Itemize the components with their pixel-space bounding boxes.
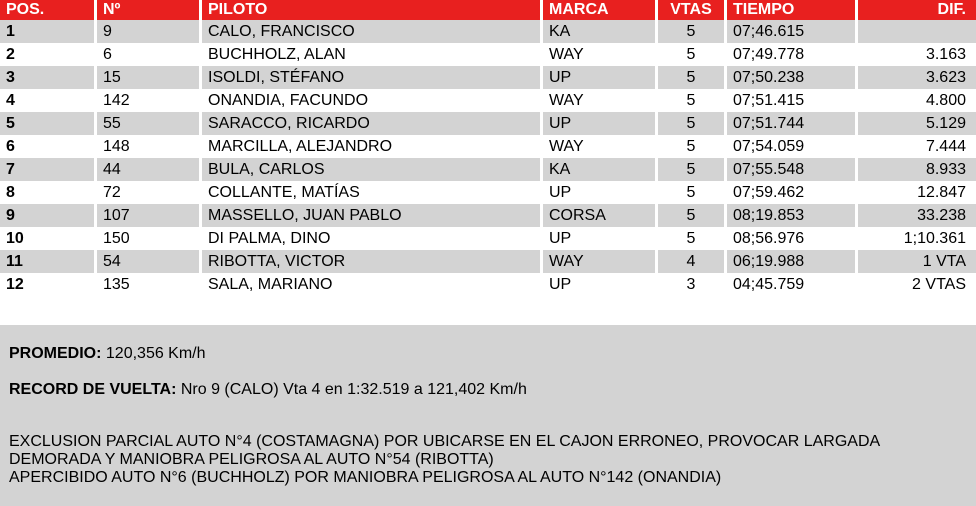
cell-marca: CORSA bbox=[543, 204, 658, 227]
table-row bbox=[0, 89, 976, 112]
cell-vtas: 5 bbox=[658, 20, 727, 43]
cell-dif: 12.847 bbox=[917, 184, 966, 201]
infraction-line: EXCLUSION PARCIAL AUTO N°4 (COSTAMAGNA) POR UBICARSE EN EL CAJON ERRONEO, PROVOCAR LARGADA bbox=[9, 433, 881, 450]
header-tiempo: TIEMPO bbox=[727, 0, 858, 20]
table-row bbox=[0, 181, 976, 204]
cell-marca: UP bbox=[543, 227, 658, 250]
cell-marca: WAY bbox=[543, 135, 658, 158]
cell-dif bbox=[858, 20, 976, 43]
cell-dif: 33.238 bbox=[858, 204, 976, 227]
cell-dif: 3.623 bbox=[858, 66, 976, 89]
cell-vtas: 3 bbox=[658, 273, 727, 296]
table-row bbox=[0, 66, 976, 89]
table-row bbox=[0, 158, 976, 181]
record-value: Nro 9 (CALO) Vta 4 en 1:32.519 a 121,402 Km/h bbox=[176, 381, 527, 398]
table-header-row bbox=[0, 0, 976, 20]
cell-dif: 5.129 bbox=[858, 112, 976, 135]
header-num: Nº bbox=[97, 0, 202, 20]
cell-tiempo: 04;45.759 bbox=[727, 273, 858, 296]
infractions-text bbox=[9, 433, 971, 487]
infraction-line: APERCIBIDO AUTO N°6 (BUCHHOLZ) POR MANIOBRA PELIGROSA AL AUTO N°142 (ONANDIA) bbox=[9, 469, 722, 486]
cell-num: 107 bbox=[97, 204, 202, 227]
cell-pos: 10 bbox=[0, 227, 97, 250]
cell-piloto: SALA, MARIANO bbox=[202, 273, 543, 296]
cell-pos: 1 bbox=[0, 20, 97, 43]
cell-num: 44 bbox=[97, 158, 202, 181]
cell-piloto: MASSELLO, JUAN PABLO bbox=[202, 204, 543, 227]
cell-dif: 2 VTAS bbox=[912, 276, 966, 293]
cell-dif: 7.444 bbox=[925, 138, 966, 155]
cell-pos: 11 bbox=[0, 250, 97, 273]
header-dif: DIF. bbox=[858, 0, 976, 20]
cell-vtas: 5 bbox=[658, 204, 727, 227]
record-label: RECORD DE VUELTA: bbox=[9, 381, 177, 398]
header-vtas: VTAS bbox=[658, 0, 727, 20]
cell-piloto: RIBOTTA, VICTOR bbox=[202, 250, 543, 273]
table-row bbox=[0, 227, 976, 250]
cell-marca: KA bbox=[543, 20, 658, 43]
cell-marca: UP bbox=[543, 66, 658, 89]
cell-vtas: 5 bbox=[658, 227, 727, 250]
cell-piloto: CALO, FRANCISCO bbox=[202, 20, 543, 43]
cell-piloto: ONANDIA, FACUNDO bbox=[202, 89, 543, 112]
cell-marca: KA bbox=[543, 158, 658, 181]
cell-pos: 8 bbox=[0, 181, 97, 204]
table-row bbox=[0, 135, 976, 158]
table-row bbox=[0, 20, 976, 43]
cell-tiempo: 07;59.462 bbox=[727, 181, 858, 204]
cell-marca: UP bbox=[543, 112, 658, 135]
cell-piloto: COLLANTE, MATÍAS bbox=[202, 181, 543, 204]
cell-num: 72 bbox=[97, 181, 202, 204]
cell-pos: 4 bbox=[0, 89, 97, 112]
cell-num: 15 bbox=[97, 66, 202, 89]
cell-pos: 5 bbox=[0, 112, 97, 135]
cell-tiempo: 08;56.976 bbox=[727, 227, 858, 250]
table-row bbox=[0, 273, 976, 296]
cell-dif: 8.933 bbox=[858, 158, 976, 181]
cell-piloto: BUCHHOLZ, ALAN bbox=[202, 43, 543, 66]
record-line bbox=[9, 381, 527, 399]
cell-tiempo: 07;51.744 bbox=[727, 112, 858, 135]
cell-vtas: 5 bbox=[658, 112, 727, 135]
promedio-line bbox=[9, 345, 206, 363]
cell-tiempo: 07;55.548 bbox=[727, 158, 858, 181]
header-pos: POS. bbox=[0, 0, 97, 20]
header-marca: MARCA bbox=[543, 0, 658, 20]
cell-dif: 1 VTA bbox=[858, 250, 976, 273]
cell-tiempo: 07;50.238 bbox=[727, 66, 858, 89]
cell-dif: 4.800 bbox=[925, 92, 966, 109]
cell-num: 9 bbox=[97, 20, 202, 43]
cell-dif: 1;10.361 bbox=[903, 230, 966, 247]
race-notes-panel bbox=[0, 325, 976, 506]
cell-num: 150 bbox=[97, 227, 202, 250]
cell-pos: 6 bbox=[0, 135, 97, 158]
cell-num: 135 bbox=[97, 273, 202, 296]
cell-piloto: SARACCO, RICARDO bbox=[202, 112, 543, 135]
cell-piloto: DI PALMA, DINO bbox=[202, 227, 543, 250]
cell-pos: 9 bbox=[0, 204, 97, 227]
cell-num: 54 bbox=[97, 250, 202, 273]
table-row bbox=[0, 250, 976, 273]
cell-vtas: 5 bbox=[658, 158, 727, 181]
cell-vtas: 5 bbox=[658, 66, 727, 89]
cell-vtas: 5 bbox=[658, 43, 727, 66]
cell-tiempo: 07;49.778 bbox=[727, 43, 858, 66]
cell-marca: WAY bbox=[543, 43, 658, 66]
cell-pos: 2 bbox=[0, 43, 97, 66]
cell-vtas: 5 bbox=[658, 181, 727, 204]
table-row bbox=[0, 43, 976, 66]
cell-dif: 3.163 bbox=[925, 46, 966, 63]
cell-vtas: 5 bbox=[658, 135, 727, 158]
cell-vtas: 4 bbox=[658, 250, 727, 273]
table-row bbox=[0, 112, 976, 135]
cell-num: 148 bbox=[97, 135, 202, 158]
cell-tiempo: 07;51.415 bbox=[727, 89, 858, 112]
cell-tiempo: 08;19.853 bbox=[727, 204, 858, 227]
cell-num: 55 bbox=[97, 112, 202, 135]
promedio-label: PROMEDIO: bbox=[9, 345, 102, 362]
cell-pos: 3 bbox=[0, 66, 97, 89]
cell-num: 142 bbox=[97, 89, 202, 112]
cell-num: 6 bbox=[97, 43, 202, 66]
cell-piloto: BULA, CARLOS bbox=[202, 158, 543, 181]
cell-pos: 7 bbox=[0, 158, 97, 181]
cell-piloto: MARCILLA, ALEJANDRO bbox=[202, 135, 543, 158]
cell-marca: WAY bbox=[543, 250, 658, 273]
promedio-value: 120,356 Km/h bbox=[101, 345, 206, 362]
results-body bbox=[0, 20, 976, 296]
cell-marca: UP bbox=[543, 273, 658, 296]
infraction-line: DEMORADA Y MANIOBRA PELIGROSA AL AUTO N°54 (RIBOTTA) bbox=[9, 451, 494, 468]
cell-piloto: ISOLDI, STÉFANO bbox=[202, 66, 543, 89]
cell-pos: 12 bbox=[0, 273, 97, 296]
cell-tiempo: 07;46.615 bbox=[727, 20, 858, 43]
cell-marca: WAY bbox=[543, 89, 658, 112]
cell-marca: UP bbox=[543, 181, 658, 204]
cell-tiempo: 06;19.988 bbox=[727, 250, 858, 273]
header-piloto: PILOTO bbox=[202, 0, 543, 20]
cell-vtas: 5 bbox=[658, 89, 727, 112]
cell-tiempo: 07;54.059 bbox=[727, 135, 858, 158]
table-row bbox=[0, 204, 976, 227]
